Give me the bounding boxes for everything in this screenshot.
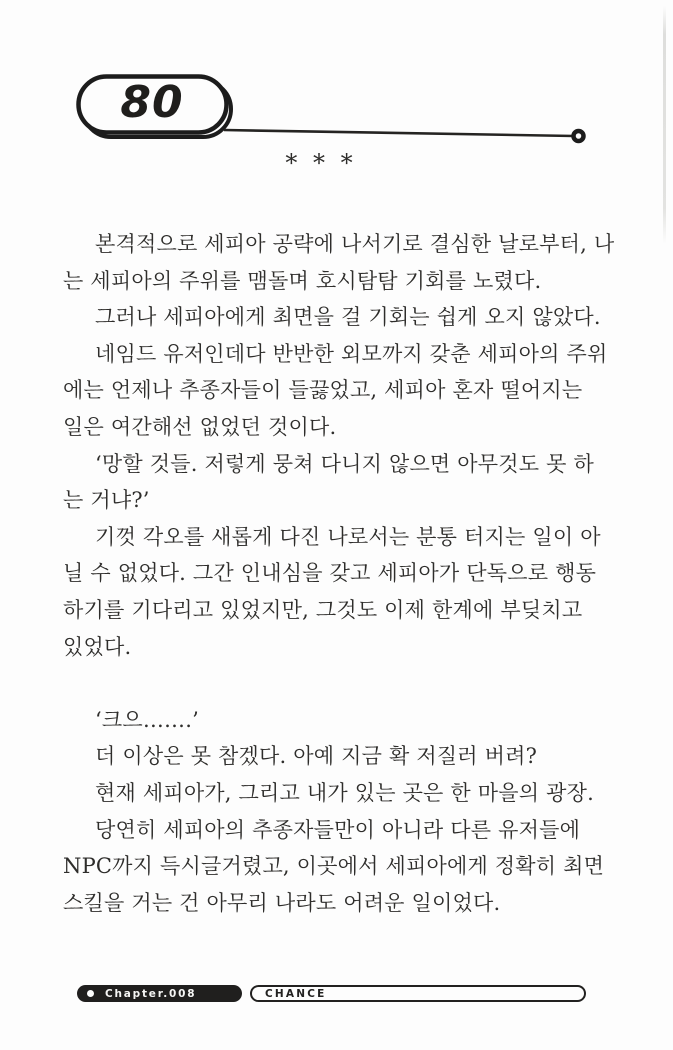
body-line: ‘크으…….’ [95,707,199,732]
body-line: 네임드 유저인데다 반반한 외모까지 갖춘 세피아의 주위 [95,341,608,366]
body-line: 스킬을 거는 건 아무리 나라도 어려운 일이었다. [63,890,501,915]
body-line: 는 세피아의 주위를 맴돌며 호시탐탐 기회를 노렸다. [63,268,542,293]
chapter-label: Chapter.008 [105,988,197,1000]
body-line: 기껏 각오를 새롭게 다진 나로서는 분통 터지는 일이 아 [95,524,601,549]
body-line: 그러나 세피아에게 최면을 걸 기회는 쉽게 오지 않았다. [95,305,601,330]
blank-line [63,665,615,702]
header-rule-line [224,130,574,136]
body-line: 에는 언제나 추종자들이 들끓었고, 세피아 혼자 떨어지는 [63,378,583,403]
page-footer [0,985,673,1003]
chapter-badge [77,985,242,1002]
chapter-title-label: CHANCE [265,987,327,1000]
body-line: 더 이상은 못 참겠다. 아예 지금 확 저질러 버려? [95,744,538,769]
body-line: 닐 수 없었다. 그간 인내심을 갖고 세피아가 단독으로 행동 [63,561,597,586]
body-line: 일은 여간해선 없었던 것이다. [63,414,337,439]
chapter-title-badge [250,985,586,1002]
body-line: 는 거냐?’ [63,488,150,513]
body-text [63,226,615,921]
body-line: 하기를 기다리고 있었지만, 그것도 이제 한계에 부딪치고 [63,597,583,622]
bullet-dot-icon [87,990,94,997]
rule-end-ring-icon [574,131,584,141]
body-line: ‘망할 것들. 저렇게 뭉쳐 다니지 않으면 아무것도 못 하 [95,451,594,476]
page-number: 80 [120,77,184,128]
scan-edge-artifact [663,6,666,244]
body-line: 있었다. [63,634,132,659]
body-line: 당연히 세피아의 추종자들만이 아니라 다른 유저들에 [95,817,581,842]
body-line: 본격적으로 세피아 공략에 나서기로 결심한 날로부터, 나 [95,232,615,256]
body-line: NPC까지 득시글거렸고, 이곳에서 세피아에게 정확히 최면 [63,854,605,879]
body-line: 현재 세피아가, 그리고 내가 있는 곳은 한 마을의 광장. [95,780,594,805]
section-separator: * * * [285,149,357,177]
